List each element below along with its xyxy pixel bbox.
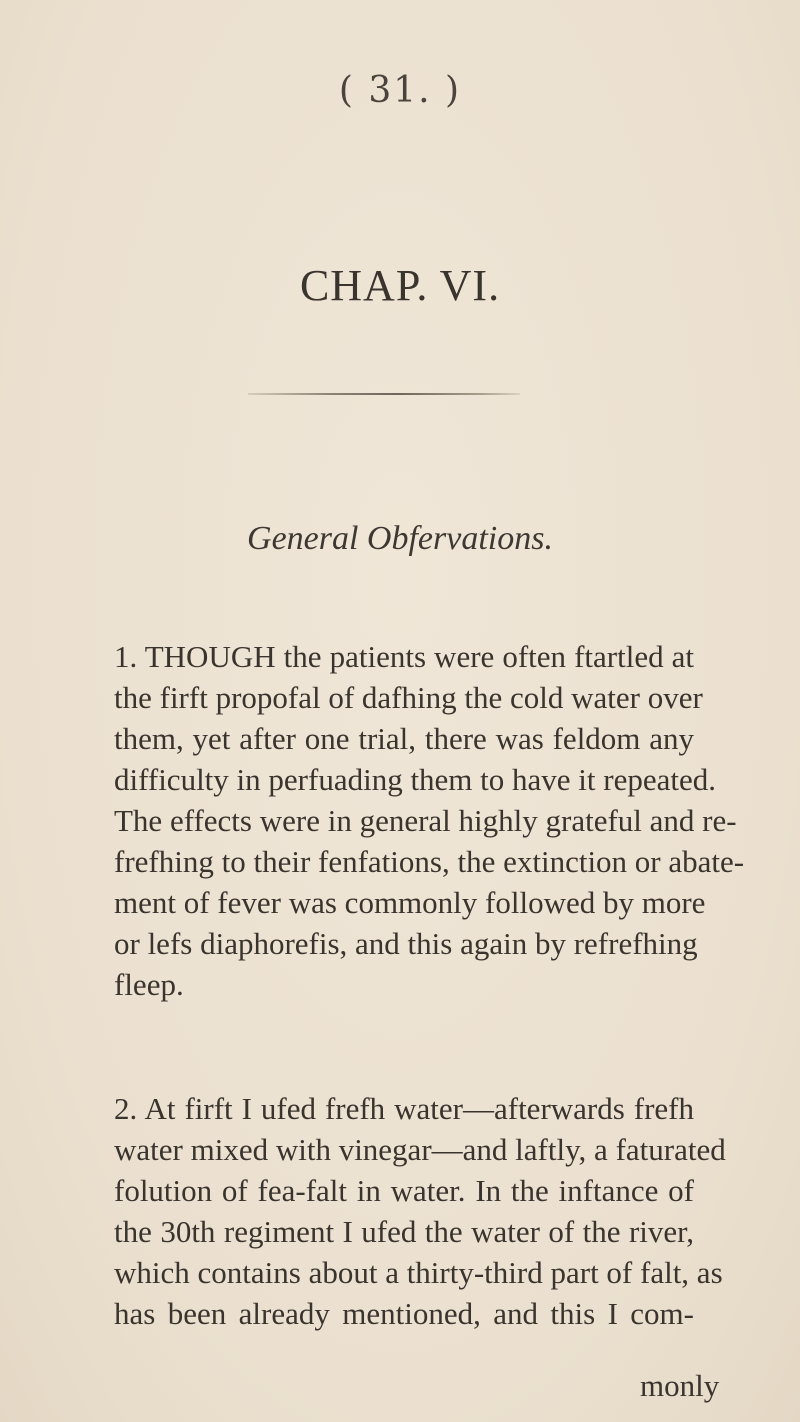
paragraph-line: The effects were in general highly grateful and re- <box>114 803 737 838</box>
paragraph-line: the firft propofal of dafhing the cold water over <box>114 680 703 715</box>
paragraph-line: 1. THOUGH the patients were often ftartled at <box>114 639 694 674</box>
paragraph-1 <box>114 636 745 1005</box>
paragraph-line: fleep. <box>114 967 184 1002</box>
paragraph-line: folution of fea-falt in water. In the inftance of <box>114 1173 694 1208</box>
paragraph-line: 2. At firft I ufed frefh water—afterwards frefh <box>114 1091 694 1126</box>
paragraph-line: the 30th regiment I ufed the water of the river, <box>114 1214 694 1249</box>
paragraph-line: difficulty in perfuading them to have it repeated. <box>114 762 717 797</box>
paragraph-line: ment of fever was commonly followed by more <box>114 885 706 920</box>
paragraph-line: or lefs diaphorefis, and this again by refrefhing <box>114 926 698 961</box>
paragraph-line: which contains about a thirty-third part of falt, as <box>114 1255 723 1290</box>
decorative-rule <box>248 393 520 395</box>
paragraph-line: frefhing to their fenfations, the extinction or abate- <box>114 844 745 879</box>
paragraph-line: them, yet after one trial, there was feldom any <box>114 721 694 756</box>
catchword: monly <box>640 1368 720 1403</box>
section-title: General Obfervations. <box>247 520 553 557</box>
paragraph-2 <box>114 1088 726 1334</box>
chapter-heading: CHAP. VI. <box>299 261 501 310</box>
paragraph-line: water mixed with vinegar—and laftly, a faturated <box>114 1132 726 1167</box>
page-number: ( 31. ) <box>338 70 462 111</box>
paragraph-line: has been already mentioned, and this I com- <box>114 1296 694 1331</box>
